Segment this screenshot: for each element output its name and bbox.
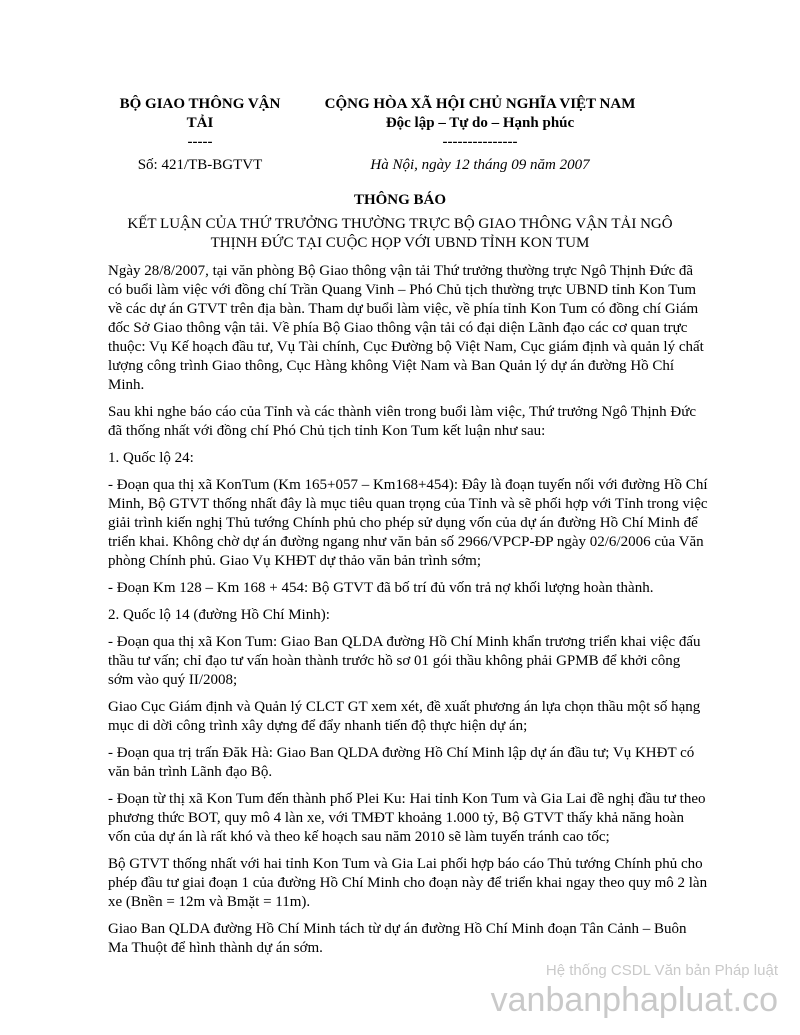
ministry-separator: ----- bbox=[187, 134, 213, 150]
document-header bbox=[0, 95, 800, 175]
paragraph: - Đoạn qua thị xã Kon Tum: Giao Ban QLDA đường Hồ Chí Minh khẩn trương triển khai việc đấu thầu tư vấn; chỉ đạo tư vấn hoàn thành trước hồ sơ 01 gói thầu không phải GPMB để khởi công sớm vào quý II/2008; bbox=[108, 634, 701, 688]
site-watermark bbox=[438, 962, 778, 1020]
paragraph: - Đoạn qua trị trấn Đăk Hà: Giao Ban QLDA đường Hồ Chí Minh lập dự án đầu tư; Vụ KHĐT có văn bản trình Lãnh đạo Bộ. bbox=[108, 745, 695, 780]
ministry-name-line2: TẢI bbox=[186, 115, 214, 131]
national-motto: Độc lập – Tự do – Hạnh phúc bbox=[385, 115, 575, 131]
watermark-caption: Hệ thống CSDL Văn bản Pháp luật bbox=[545, 962, 778, 979]
document-subtitle bbox=[100, 215, 700, 253]
ministry-block bbox=[100, 95, 300, 175]
subtitle-line-2: THỊNH ĐỨC TẠI CUỘC HỌP VỚI UBND TỈNH KON TUM bbox=[210, 235, 590, 251]
section-heading: 2. Quốc lộ 14 (đường Hồ Chí Minh): bbox=[108, 607, 330, 623]
watermark-domain: vanbanphapluat.co bbox=[490, 981, 778, 1019]
subtitle-line-1: KẾT LUẬN CỦA THỨ TRƯỞNG THƯỜNG TRỰC BỘ GIAO THÔNG VẬN TẢI NGÔ bbox=[127, 216, 673, 232]
paragraph: - Đoạn qua thị xã KonTum (Km 165+057 – Km168+454): Đây là đoạn tuyến nối với đường Hồ Chí Minh, Bộ GTVT thống nhất đây là mục tiêu quan trọng của Tỉnh và sẽ phối hợp với Tỉnh trong việc giải trình kiến nghị Thủ tướng Chính phủ cho phép sử dụng vốn của dự án đường Hồ Chí Minh để triển khai. Không chờ dự án đường ngang như văn bản số 2966/VPCP-ĐP ngày 02/6/2006 của Văn phòng Chính phủ. Giao Vụ KHĐT dự thảo văn bản trình sớm; bbox=[108, 477, 708, 569]
paragraph: Giao Ban QLDA đường Hồ Chí Minh tách từ dự án đường Hồ Chí Minh đoạn Tân Cảnh – Buôn Ma Thuột để hình thành dự án sớm. bbox=[108, 921, 687, 956]
country-name: CỘNG HÒA XÃ HỘI CHỦ NGHĨA VIỆT NAM bbox=[324, 96, 636, 112]
paragraph: - Đoạn Km 128 – Km 168 + 454: Bộ GTVT đã bố trí đủ vốn trả nợ khối lượng hoàn thành. bbox=[108, 580, 654, 596]
paragraph: Giao Cục Giám định và Quản lý CLCT GT xem xét, đề xuất phương án lựa chọn thầu một số hạng mục di dời công trình xây dựng để đẩy nhanh tiến độ thực hiện dự án; bbox=[108, 699, 701, 734]
ministry-name-line1: BỘ GIAO THÔNG VẬN bbox=[119, 96, 281, 112]
paragraph: Sau khi nghe báo cáo của Tỉnh và các thành viên trong buổi làm việc, Thứ trưởng Ngô Thịnh Đức đã thống nhất với đồng chí Phó Chủ tịch tỉnh Kon Tum kết luận như sau: bbox=[108, 404, 697, 439]
issue-date: Hà Nội, ngày 12 tháng 09 năm 2007 bbox=[370, 157, 590, 173]
document-number: Số: 421/TB-BGTVT bbox=[137, 157, 263, 173]
motto-separator: --------------- bbox=[442, 134, 518, 150]
section-heading: 1. Quốc lộ 24: bbox=[108, 450, 194, 466]
paragraph: Bộ GTVT thống nhất với hai tỉnh Kon Tum và Gia Lai phối hợp báo cáo Thủ tướng Chính phủ cho phép đầu tư giai đoạn 1 của đường Hồ Chí Minh cho đoạn này để triển khai ngay theo quy mô 2 làn xe (Bnền = 12m và Bmặt = 11m). bbox=[108, 856, 708, 910]
document-body bbox=[108, 262, 708, 966]
national-block bbox=[300, 95, 660, 175]
paragraph: Ngày 28/8/2007, tại văn phòng Bộ Giao thông vận tải Thứ trưởng thường trực Ngô Thịnh Đức đã có buổi làm việc với đồng chí Trần Quang Vinh – Phó Chủ tịch thường trực UBND tỉnh Kon Tum về các dự án GTVT trên địa bàn. Tham dự buổi làm việc, về phía tỉnh Kon Tum có đồng chí Giám đốc Sở Giao thông vận tải. Về phía Bộ Giao thông vận tải có đại diện Lãnh đạo các cơ quan trực thuộc: Vụ Kế hoạch đầu tư, Vụ Tài chính, Cục Đường bộ Việt Nam, Cục giám định và quản lý chất lượng công trình Giao thông, Cục Hàng không Việt Nam và Ban Quản lý dự án đường Hồ Chí Minh. bbox=[108, 263, 704, 393]
paragraph: - Đoạn từ thị xã Kon Tum đến thành phố Plei Ku: Hai tỉnh Kon Tum và Gia Lai đề nghị đầu tư theo phương thức BOT, quy mô 4 làn xe, với TMĐT khoảng 1.000 tỷ, Bộ GTVT thấy khả năng hoàn vốn của dự án là rất khó và theo kế hoạch sau năm 2010 sẽ làm tuyến tránh cao tốc; bbox=[108, 791, 706, 845]
document-title: THÔNG BÁO bbox=[353, 192, 447, 208]
